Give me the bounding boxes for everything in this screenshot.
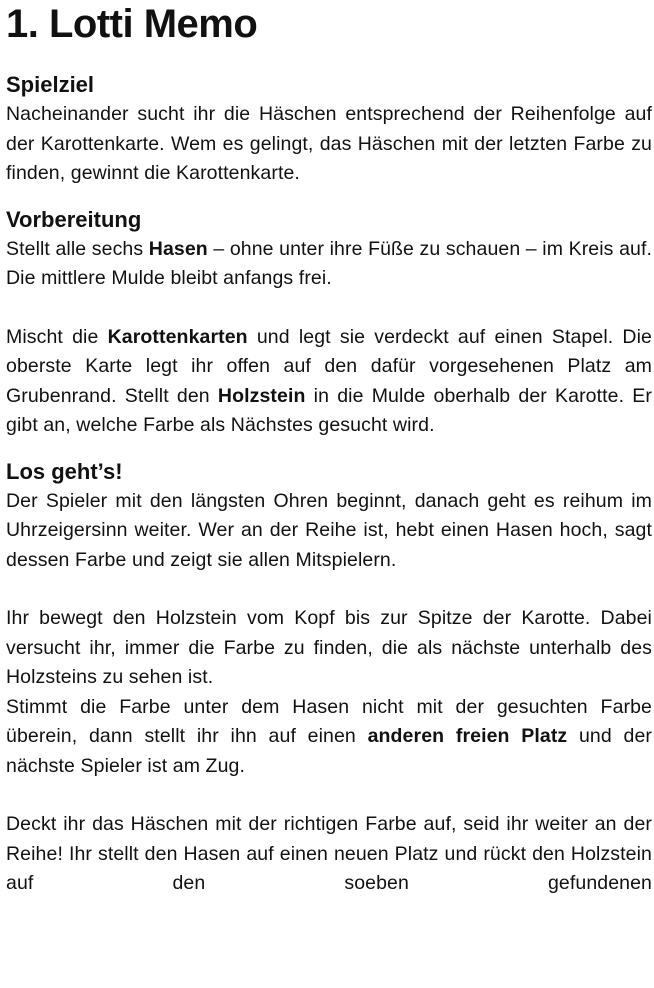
spacer [6, 781, 652, 810]
section-vorbereitung [6, 205, 652, 441]
spacer [6, 575, 652, 604]
paragraph-vorbereitung-2 [6, 323, 652, 441]
spacer [6, 294, 652, 323]
page-title: 1. Lotti Memo [6, 2, 258, 46]
bold-term-hasen: Hasen [148, 237, 208, 260]
paragraph-los-gehts-3 [6, 693, 652, 782]
spacer [6, 46, 652, 70]
section-heading-vorbereitung: Vorbereitung [6, 206, 142, 232]
bold-term-karottenkarten: Karottenkarten [107, 325, 248, 348]
document-page [6, 0, 652, 899]
text-run: und legt sie verdeckt auf einen Stapel. Die oberste Karte legt ihr offen auf den dafür vorgesehenen Platz am Grubenrand. Stellt den [6, 325, 652, 407]
text-run: – ohne unter ihre Füße zu schauen – im Kreis auf. Die mittlere Mulde bleibt anfangs frei. [6, 237, 652, 289]
text-run: und der nächste Spieler ist am Zug. [6, 725, 653, 777]
paragraph-vorbereitung-1 [6, 235, 652, 294]
section-spielziel [6, 70, 652, 189]
bold-term-anderen-freien-platz: anderen freien Platz [367, 725, 568, 747]
paragraph-los-gehts-1: Der Spieler mit den längsten Ohren beginnt, danach geht es reihum im Uhrzeigersinn weiter. Wer an der Reihe ist, hebt einen Hasen hoch, sagt dessen Farbe und zeigt sie allen Mitspielern. [6, 489, 652, 571]
paragraph-spielziel: Nacheinander sucht ihr die Häschen entsprechend der Reihenfolge auf der Karottenkarte. Wem es gelingt, das Häschen mit der letzten Farbe zu finden, gewinnt die Karottenkarte. [6, 103, 652, 184]
text-run: in die Mulde oberhalb der Karotte. Er gibt an, welche Farbe als Nächstes gesucht wird. [6, 384, 652, 436]
paragraph-los-gehts-4: Deckt ihr das Häschen mit der richtigen Farbe auf, seid ihr weiter an der Reihe! Ihr stellt den Hasen auf einen neuen Platz und rückt den Holzstein auf den soeben gefundenen [6, 813, 652, 894]
paragraph-los-gehts-2: Ihr bewegt den Holzstein vom Kopf bis zur Spitze der Karotte. Dabei versucht ihr, immer die Farbe zu finden, die als nächste unterhalb des Holzsteins zu sehen ist. [6, 607, 652, 688]
text-run: Stellt alle sechs [6, 237, 149, 260]
text-run: Mischt die [6, 325, 108, 348]
section-heading-spielziel: Spielziel [6, 72, 95, 97]
spacer [6, 189, 652, 205]
text-run: Stimmt die Farbe unter dem Hasen nicht mit der gesuchten Farbe überein, dann stellt ihr ihn auf einen [6, 695, 652, 747]
spacer [6, 441, 652, 457]
section-heading-los-gehts: Los geht’s! [6, 458, 123, 484]
section-los-gehts [6, 457, 652, 899]
bold-term-holzstein: Holzstein [217, 384, 306, 407]
